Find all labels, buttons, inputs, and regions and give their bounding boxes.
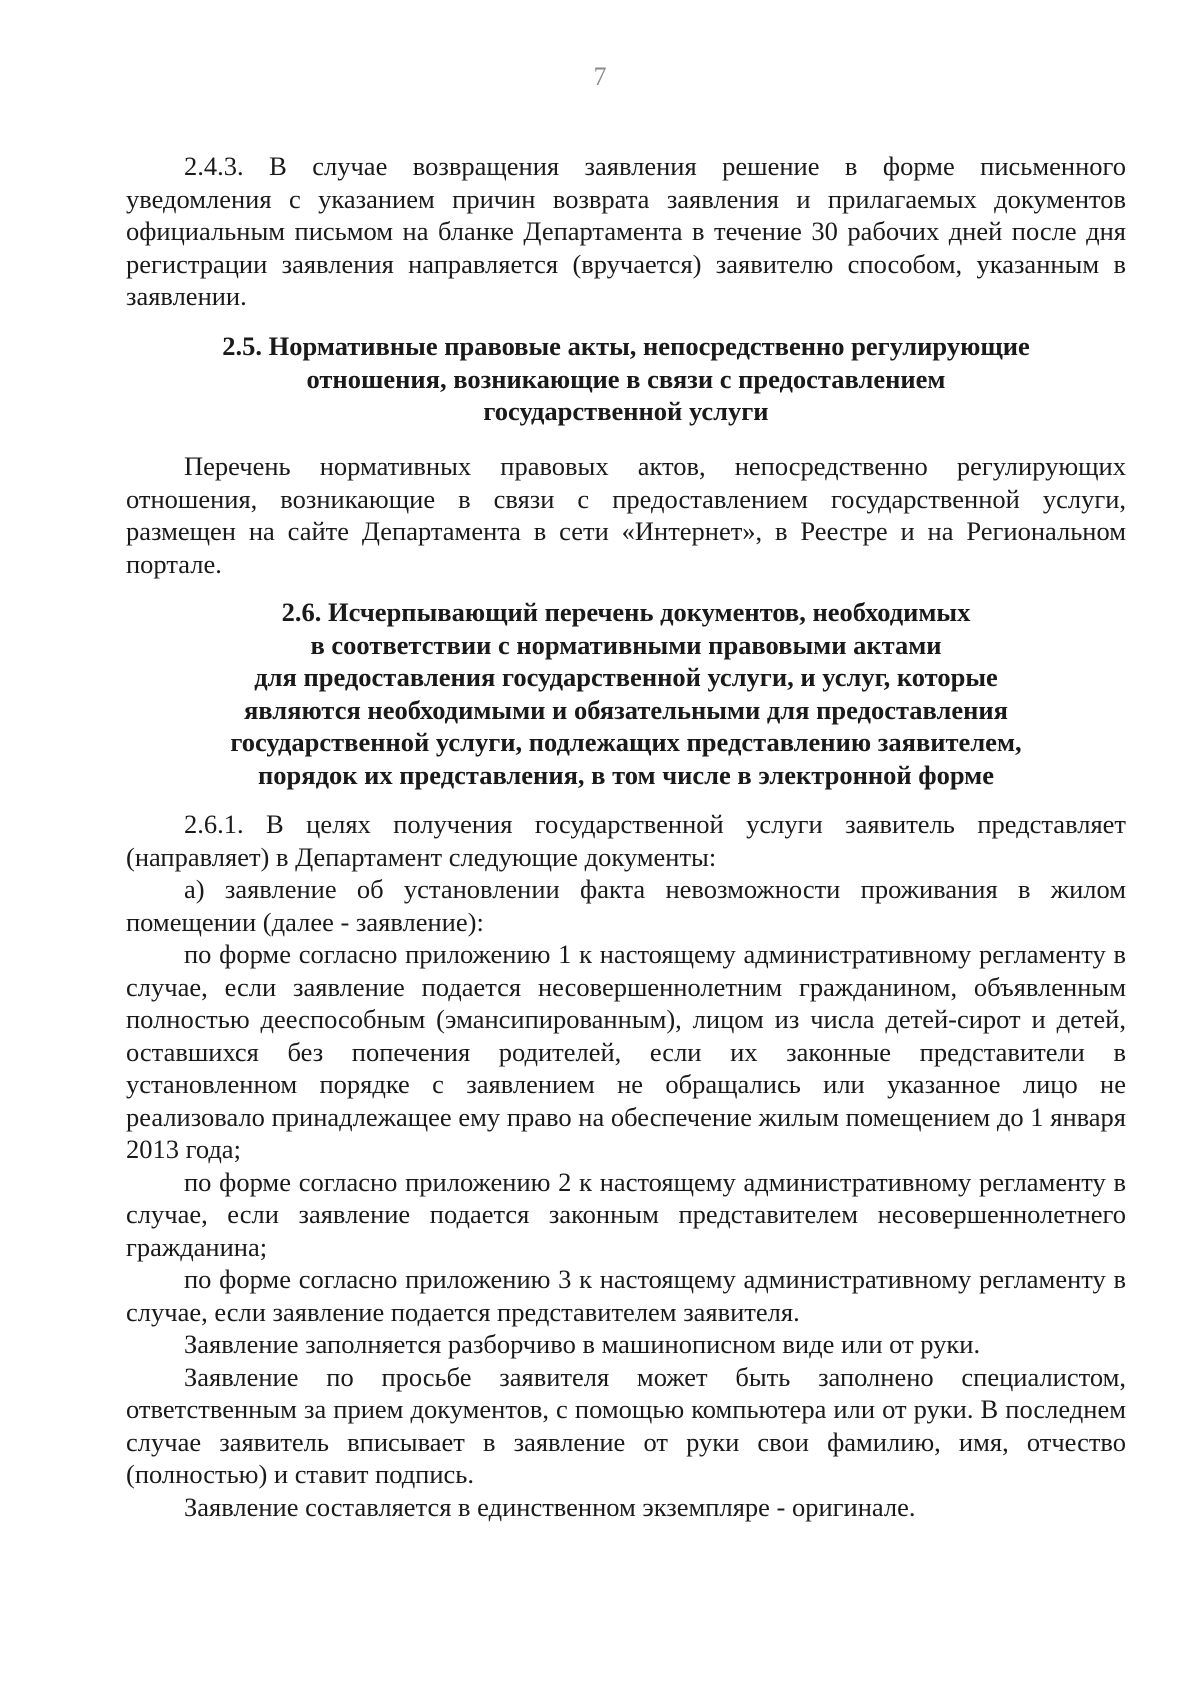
paragraph: 2.6.1. В целях получения государственной услуги заявитель представляет (направляет) в Департамент следующие документы: [126,809,1126,872]
paragraph: по форме согласно приложению 3 к настоящему административному регламенту в случае, если заявление подается представителем заявителя. [126,1264,1126,1327]
paragraph: 2.4.3. В случае возвращения заявления решение в форме письменного уведомления с указанием причин возврата заявления и прилагаемых документов официальным письмом на бланке Департамента в течение 30 рабочих дней после дня регистрации заявления направляется (вручается) заявителю способом, указанным в заявлении. [126,151,1126,311]
paragraph: а) заявление об установлении факта невозможности проживания в жилом помещении (далее - заявление): [126,874,1126,937]
heading-line: государственной услуги [483,396,769,426]
section-2-6-body [126,808,1126,1523]
heading-line: являются необходимыми и обязательными для предоставления [243,694,1009,725]
section-2-5-body [126,450,1126,580]
heading-line: порядок их представления, в том числе в электронной форме [258,759,994,790]
heading-line: 2.6. Исчерпывающий перечень документов, необходимых [281,597,971,627]
paragraph: по форме согласно приложению 2 к настоящему административному регламенту в случае, если заявление подается законным представителем несовершеннолетнего гражданина; [126,1166,1126,1262]
heading-line: государственной услуги, подлежащих представлению заявителем, [230,727,1022,757]
paragraph: по форме согласно приложению 1 к настоящему административному регламенту в случае, если заявление подается несовершеннолетним гражданином, объявленным полностью дееспособным (эмансипированным), лицом из числа детей-сирот и детей, оставшихся без попечения родителей, если их законные представители в установленном порядке с заявлением не обращались или указанное лицо не реализовало принадлежащее ему право на обеспечение жилым помещением до 1 января 2013 года; [126,939,1126,1164]
paragraph: Заявление по просьбе заявителя может быть заполнено специалистом, ответственным за прием документов, с помощью компьютера или от руки. В последнем случае заявитель вписывает в заявление от руки свои фамилию, имя, отчество (полностью) и ставит подпись. [126,1361,1126,1489]
paragraph: Перечень нормативных правовых актов, непосредственно регулирующих отношения, возникающие в связи с предоставлением государственной услуги, размещен на сайте Департамента в сети «Интернет», в Реестре и на Региональном портале. [126,451,1126,579]
section-2-6-heading [126,596,1126,791]
heading-line: для предоставления государственной услуги, и услуг, которые [254,662,998,692]
page-number: 7 [593,62,607,91]
heading-line: 2.5. Нормативные правовые акты, непосредственно регулирующие [222,331,1030,361]
heading-line: в соответствии с нормативными правовыми актами [310,629,942,660]
paragraph: Заявление составляется в единственном экземпляре - оригинале. [184,1491,916,1522]
paragraph: Заявление заполняется разборчиво в машинописном виде или от руки. [184,1329,981,1359]
section-2-4-3 [126,150,1126,313]
heading-line: отношения, возникающие в связи с предоставлением [306,363,946,394]
section-2-5-heading [126,330,1126,428]
